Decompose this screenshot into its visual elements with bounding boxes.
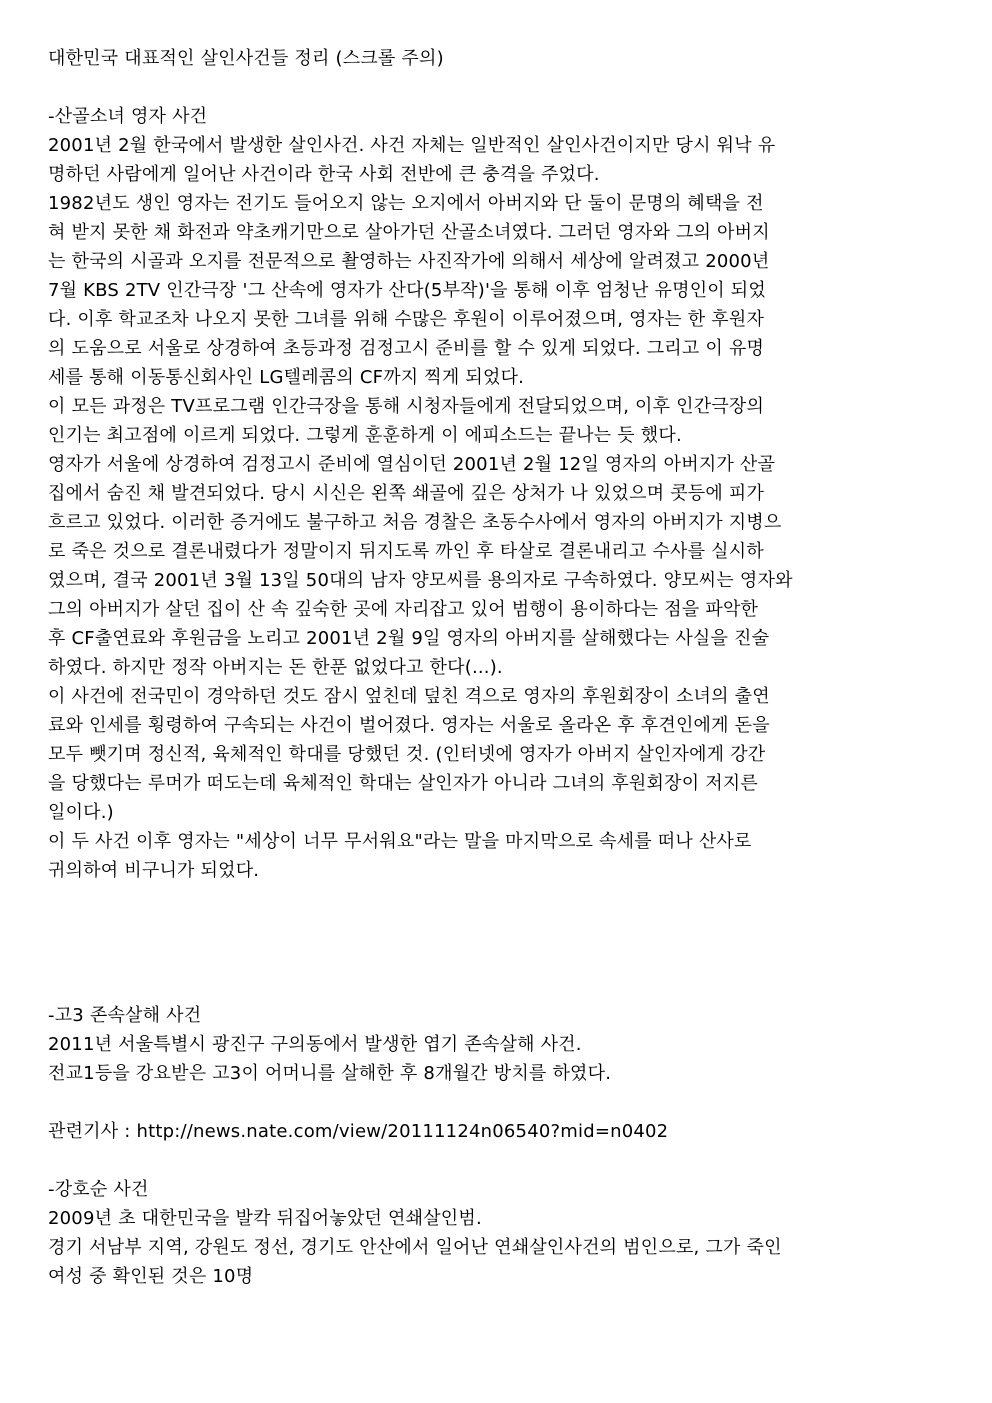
- paragraph-line: 인기는 최고점에 이르게 되었다. 그렇게 훈훈하게 이 에피소드는 끝나는 듯 했다.: [48, 425, 682, 446]
- paragraph-line: 는 한국의 시골과 오지를 전문적으로 촬영하는 사진작가에 의해서 세상에 알려졌고 2000년: [48, 251, 770, 272]
- paragraph-line: 세를 통해 이동통신회사인 LG텔레콤의 CF까지 찍게 되었다.: [48, 367, 525, 388]
- paragraph-line: 명하던 사람에게 일어난 사건이라 한국 사회 전반에 큰 충격을 주었다.: [48, 164, 600, 185]
- document-page: [48, 44, 948, 1291]
- paragraph-line: 후 CF출연료와 후원금을 노리고 2001년 2월 9일 영자의 아버지를 살해했다는 사실을 진술: [48, 628, 770, 649]
- paragraph-line: 의 도움으로 서울로 상경하여 초등과정 검정고시 준비를 할 수 있게 되었다. 그리고 이 유명: [48, 338, 765, 359]
- paragraph-line: 혀 받지 못한 채 화전과 약초캐기만으로 살아가던 산골소녀였다. 그러던 영자와 그의 아버지: [48, 222, 770, 243]
- paragraph-line: 2009년 초 대한민국을 발칵 뒤집어놓았던 연쇄살인범.: [48, 1208, 482, 1229]
- section-heading-matricide: -고3 존속살해 사건: [48, 1005, 202, 1026]
- paragraph-line: 그의 아버지가 살던 집이 산 속 깊숙한 곳에 자리잡고 있어 범행이 용이하다는 점을 파악한: [48, 599, 759, 620]
- document-title: 대한민국 대표적인 살인사건들 정리 (스크롤 주의): [48, 48, 444, 69]
- paragraph-line: 귀의하여 비구니가 되었다.: [48, 860, 260, 881]
- paragraph-line: 전교1등을 강요받은 고3이 어머니를 살해한 후 8개월간 방치를 하였다.: [48, 1063, 612, 1084]
- paragraph-line: 하였다. 하지만 정작 아버지는 돈 한푼 없었다고 한다(...).: [48, 657, 503, 678]
- paragraph-line: 흐르고 있었다. 이러한 증거에도 불구하고 처음 경찰은 초동수사에서 영자의 아버지가 지병으: [48, 512, 782, 533]
- paragraph-line: 여성 중 확인된 것은 10명: [48, 1266, 254, 1287]
- paragraph-line: 7월 KBS 2TV 인간극장 '그 산속에 영자가 산다(5부작)'을 통해 이후 엄청난 유명인이 되었: [48, 280, 766, 301]
- paragraph-line: 이 두 사건 이후 영자는 "세상이 너무 무서워요"라는 말을 마지막으로 속세를 떠나 산사로: [48, 831, 752, 852]
- paragraph-line: 경기 서남부 지역, 강원도 정선, 경기도 안산에서 일어난 연쇄살인사건의 범인으로, 그가 죽인: [48, 1237, 782, 1258]
- paragraph-line: 이 사건에 전국민이 경악하던 것도 잠시 엎친데 덮친 격으로 영자의 후원회장이 소녀의 출연: [48, 686, 770, 707]
- paragraph-line: 였으며, 결국 2001년 3월 13일 50대의 남자 양모씨를 용의자로 구속하였다. 양모씨는 영자와: [48, 570, 793, 591]
- spacer: [48, 885, 948, 1001]
- section-heading-yeongja: -산골소녀 영자 사건: [48, 106, 208, 127]
- paragraph-line: 2001년 2월 한국에서 발생한 살인사건. 사건 자체는 일반적인 살인사건이지만 당시 워낙 유: [48, 135, 776, 156]
- paragraph-line: 을 당했다는 루머가 떠도는데 육체적인 학대는 살인자가 아니라 그녀의 후원회장이 저지른: [48, 773, 758, 794]
- paragraph-line: 로 죽은 것으로 결론내렸다가 정말이지 뒤지도록 까인 후 타살로 결론내리고 수사를 실시하: [48, 541, 764, 562]
- paragraph-line: 모두 뺏기며 정신적, 육체적인 학대를 당했던 것. (인터넷에 영자가 아버지 살인자에게 강간: [48, 744, 766, 765]
- section-heading-kang-hosun: -강호순 사건: [48, 1179, 149, 1200]
- paragraph-line: 집에서 숨진 채 발견되었다. 당시 시신은 왼쪽 쇄골에 깊은 상처가 나 있었으며 콧등에 피가: [48, 483, 765, 504]
- paragraph-line: 영자가 서울에 상경하여 검정고시 준비에 열심이던 2001년 2월 12일 영자의 아버지가 산골: [48, 454, 776, 475]
- related-article-link[interactable]: 관련기사 : http://news.nate.com/view/20111124n06540?mid=n0402: [48, 1121, 669, 1142]
- spacer: [48, 1146, 948, 1175]
- paragraph-line: 다. 이후 학교조차 나오지 못한 그녀를 위해 수많은 후원이 이루어졌으며, 영자는 한 후원자: [48, 309, 765, 330]
- paragraph-line: 일이다.): [48, 802, 114, 823]
- paragraph-line: 2011년 서울특별시 광진구 구의동에서 발생한 엽기 존속살해 사건.: [48, 1034, 582, 1055]
- paragraph-line: 이 모든 과정은 TV프로그램 인간극장을 통해 시청자들에게 전달되었으며, 이후 인간극장의: [48, 396, 765, 417]
- paragraph-line: 료와 인세를 횡령하여 구속되는 사건이 벌어졌다. 영자는 서울로 올라온 후 후견인에게 돈을: [48, 715, 770, 736]
- spacer: [48, 1088, 948, 1117]
- paragraph-line: 1982년도 생인 영자는 전기도 들어오지 않는 오지에서 아버지와 단 둘이 문명의 혜택을 전: [48, 193, 764, 214]
- spacer: [48, 73, 948, 102]
